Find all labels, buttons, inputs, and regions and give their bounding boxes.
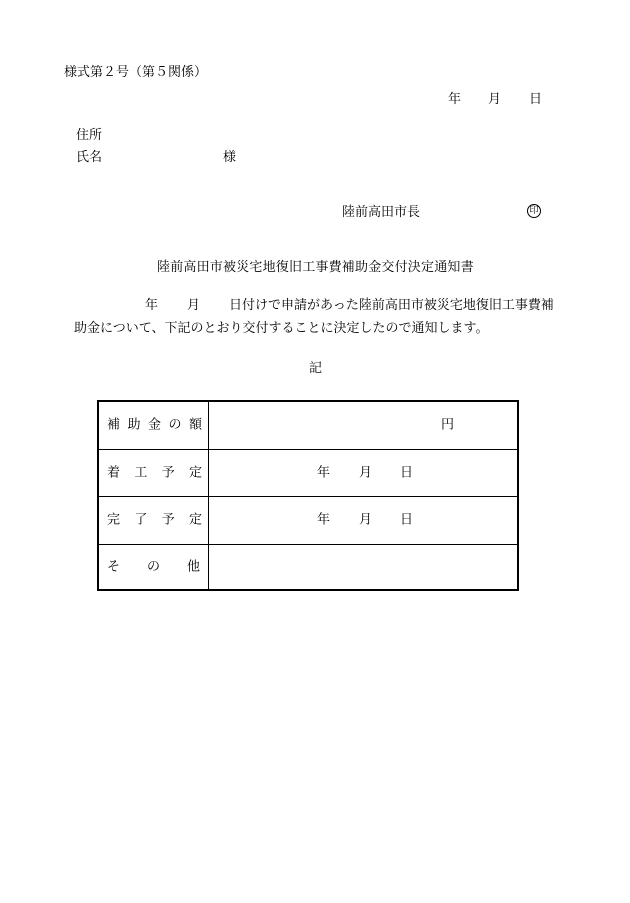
label-char: 着: [107, 465, 121, 481]
start-year: 年: [317, 465, 331, 481]
label-cell: [99, 402, 209, 449]
body-month: 月: [187, 298, 201, 313]
date-day: 日: [529, 92, 543, 107]
table-row-other: [99, 545, 517, 590]
yen-unit: 円: [441, 417, 455, 433]
label-char: 了: [134, 512, 148, 528]
row-label: [107, 514, 202, 527]
detail-table: [97, 400, 519, 591]
honorific: 様: [223, 150, 237, 165]
body-line1: 日付けで申請があった陸前高田市被災宅地復旧工事費補: [229, 298, 554, 313]
address-label: 住所: [76, 128, 103, 143]
body-year: 年: [145, 298, 159, 313]
label-char: 予: [161, 512, 175, 528]
document-title: 陸前高田市被災宅地復旧工事費補助金交付決定通知書: [157, 260, 474, 275]
start-month: 月: [359, 465, 373, 481]
label-cell: [99, 497, 209, 544]
label-cell: [99, 545, 209, 590]
start-day: 日: [400, 465, 414, 481]
row-label: [107, 419, 202, 432]
row-label: [107, 560, 200, 573]
label-cell: [99, 450, 209, 497]
completion-month: 月: [359, 512, 373, 528]
name-label: 氏名: [76, 150, 103, 165]
completion-day: 日: [400, 512, 414, 528]
label-char: 定: [188, 465, 202, 481]
table-row-subsidy-amount: [99, 402, 517, 450]
label-char: 助: [127, 417, 141, 433]
label-char: 補: [107, 417, 121, 433]
seal-icon: 印: [527, 204, 541, 218]
label-char: 工: [134, 465, 148, 481]
ki-label: 記: [309, 361, 323, 376]
label-char: の: [168, 417, 182, 433]
label-char: 額: [188, 417, 202, 433]
completion-year: 年: [317, 512, 331, 528]
table-row-completion-date: [99, 497, 517, 545]
form-number: 様式第２号（第５関係）: [64, 65, 208, 80]
label-char: 定: [188, 512, 202, 528]
label-char: 予: [161, 465, 175, 481]
date-month: 月: [488, 92, 502, 107]
label-char: 金: [147, 417, 161, 433]
table-row-start-date: [99, 450, 517, 498]
date-year: 年: [448, 92, 462, 107]
label-char: 完: [107, 512, 121, 528]
label-char: そ: [107, 559, 121, 575]
body-line2: 助金について、下記のとおり交付することに決定したので通知します。: [74, 321, 489, 336]
label-char: 他: [186, 559, 200, 575]
row-label: [107, 466, 202, 479]
label-char: の: [146, 559, 160, 575]
mayor-title: 陸前高田市長: [342, 205, 421, 220]
